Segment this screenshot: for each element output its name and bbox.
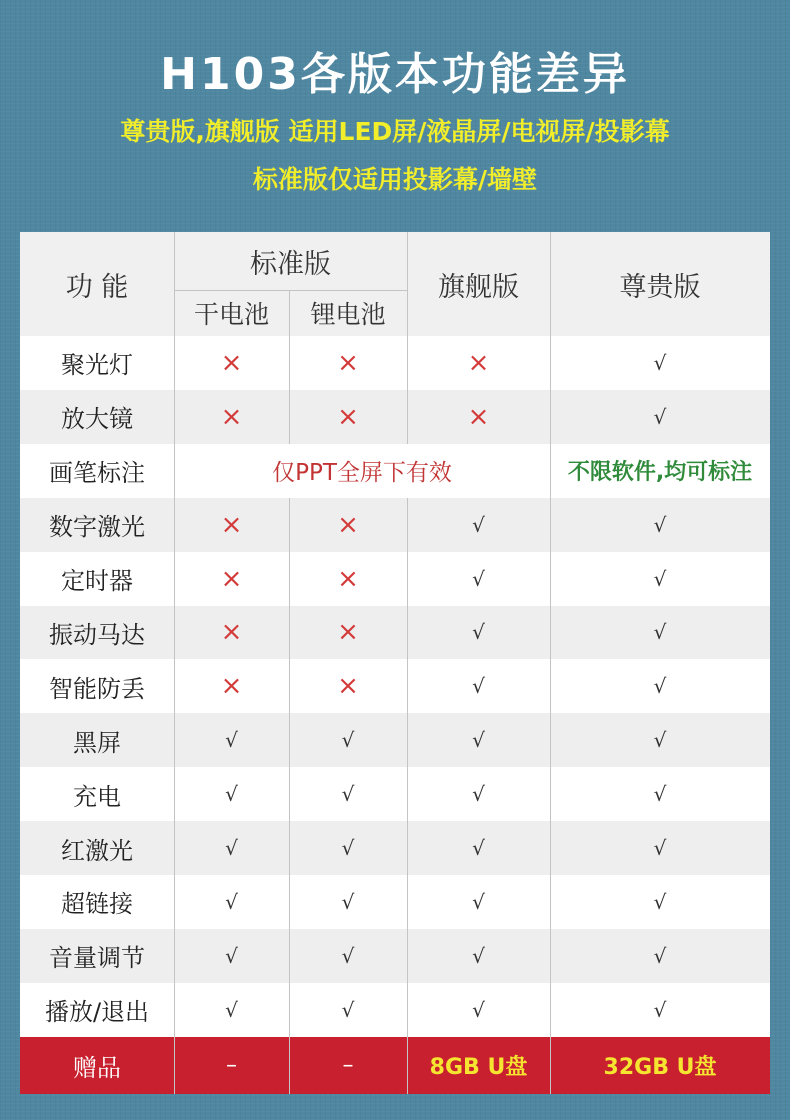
- check-mark-flagship: √: [472, 566, 485, 591]
- gift-flagship: 8GB U盘: [429, 1054, 528, 1080]
- column-divider: [289, 290, 290, 444]
- column-divider: [289, 498, 290, 1094]
- page-title: H103各版本功能差异: [160, 49, 630, 100]
- header-premium: 尊贵版: [550, 232, 770, 336]
- gift-label: 赠品: [73, 1053, 121, 1082]
- feature-label: 放大镜: [61, 405, 133, 434]
- column-divider: [550, 232, 551, 1094]
- ppt-fullscreen-note: 仅PPT全屏下有效: [272, 460, 452, 487]
- gift-premium: 32GB U盘: [603, 1054, 717, 1080]
- check-mark-dry: √: [225, 997, 238, 1022]
- check-mark-flagship: √: [472, 836, 485, 861]
- check-mark-dry: √: [225, 728, 238, 753]
- cross-mark-lithium: ×: [337, 617, 359, 648]
- check-mark-flagship: √: [472, 728, 485, 753]
- feature-label: 数字激光: [49, 513, 145, 542]
- check-mark-dry: √: [225, 782, 238, 807]
- check-mark-premium: √: [653, 997, 667, 1022]
- header-standard-lithium-battery: 锂电池: [289, 290, 407, 336]
- header-divider: [174, 290, 407, 291]
- check-mark-premium: √: [653, 620, 667, 645]
- cross-mark-dry: ×: [220, 671, 243, 702]
- cross-mark-flagship: ×: [467, 401, 490, 432]
- feature-label: 画笔标注: [49, 459, 145, 488]
- check-mark-premium: √: [653, 512, 667, 537]
- feature-label: 智能防丢: [49, 674, 145, 703]
- column-divider: [407, 498, 408, 1094]
- check-mark-premium: √: [653, 404, 667, 429]
- check-mark-lithium: √: [341, 889, 355, 914]
- feature-label: 音量调节: [49, 944, 145, 973]
- check-mark-premium: √: [653, 674, 667, 699]
- header-standard-dry-battery: 干电池: [174, 290, 289, 336]
- feature-label: 红激光: [61, 836, 133, 865]
- cross-mark-flagship: ×: [467, 347, 490, 378]
- cross-mark-dry: ×: [220, 401, 243, 432]
- check-mark-flagship: √: [472, 674, 485, 699]
- feature-label: 充电: [73, 782, 121, 811]
- cross-mark-lithium: ×: [337, 671, 359, 702]
- check-mark-premium: √: [653, 889, 667, 914]
- check-mark-flagship: √: [472, 620, 485, 645]
- check-mark-premium: √: [653, 728, 667, 753]
- check-mark-dry: √: [225, 889, 238, 914]
- check-mark-flagship: √: [472, 782, 485, 807]
- check-mark-lithium: √: [341, 836, 355, 861]
- cross-mark-dry: ×: [220, 563, 243, 594]
- check-mark-premium: √: [653, 566, 667, 591]
- feature-label: 定时器: [61, 567, 133, 596]
- check-mark-flagship: √: [472, 889, 485, 914]
- cross-mark-dry: ×: [220, 617, 243, 648]
- column-divider: [407, 232, 408, 444]
- check-mark-flagship: √: [472, 512, 485, 537]
- cross-mark-lithium: ×: [337, 509, 359, 540]
- feature-label: 振动马达: [49, 620, 145, 649]
- header-feature: 功 能: [20, 232, 174, 336]
- comparison-table: [20, 232, 770, 1094]
- feature-label: 聚光灯: [61, 351, 133, 380]
- check-mark-flagship: √: [472, 943, 485, 968]
- feature-label: 超链接: [61, 890, 133, 919]
- cross-mark-lithium: ×: [337, 347, 359, 378]
- cross-mark-lithium: ×: [337, 563, 359, 594]
- premium-annotation-note: 不限软件,均可标注: [567, 460, 753, 486]
- gift-standard-lithium: –: [342, 1052, 354, 1078]
- header-flagship: 旗舰版: [407, 232, 550, 336]
- header-standard: 标准版: [174, 232, 407, 290]
- check-mark-flagship: √: [472, 997, 485, 1022]
- gift-standard-dry: –: [226, 1052, 237, 1078]
- cross-mark-lithium: ×: [337, 401, 359, 432]
- check-mark-lithium: √: [341, 728, 355, 753]
- subtitle-line-1: 尊贵版,旗舰版 适用LED屏/液晶屏/电视屏/投影幕: [120, 117, 670, 146]
- check-mark-premium: √: [653, 350, 667, 375]
- check-mark-premium: √: [653, 836, 667, 861]
- feature-label: 黑屏: [73, 728, 121, 757]
- check-mark-premium: √: [653, 943, 667, 968]
- column-divider: [174, 232, 175, 1094]
- check-mark-lithium: √: [341, 943, 355, 968]
- cross-mark-dry: ×: [220, 509, 243, 540]
- check-mark-dry: √: [225, 836, 238, 861]
- check-mark-lithium: √: [341, 782, 355, 807]
- check-mark-dry: √: [225, 943, 238, 968]
- subtitle-line-2: 标准版仅适用投影幕/墙壁: [252, 165, 538, 194]
- check-mark-lithium: √: [341, 997, 355, 1022]
- check-mark-premium: √: [653, 782, 667, 807]
- cross-mark-dry: ×: [220, 347, 243, 378]
- feature-label: 播放/退出: [44, 998, 150, 1027]
